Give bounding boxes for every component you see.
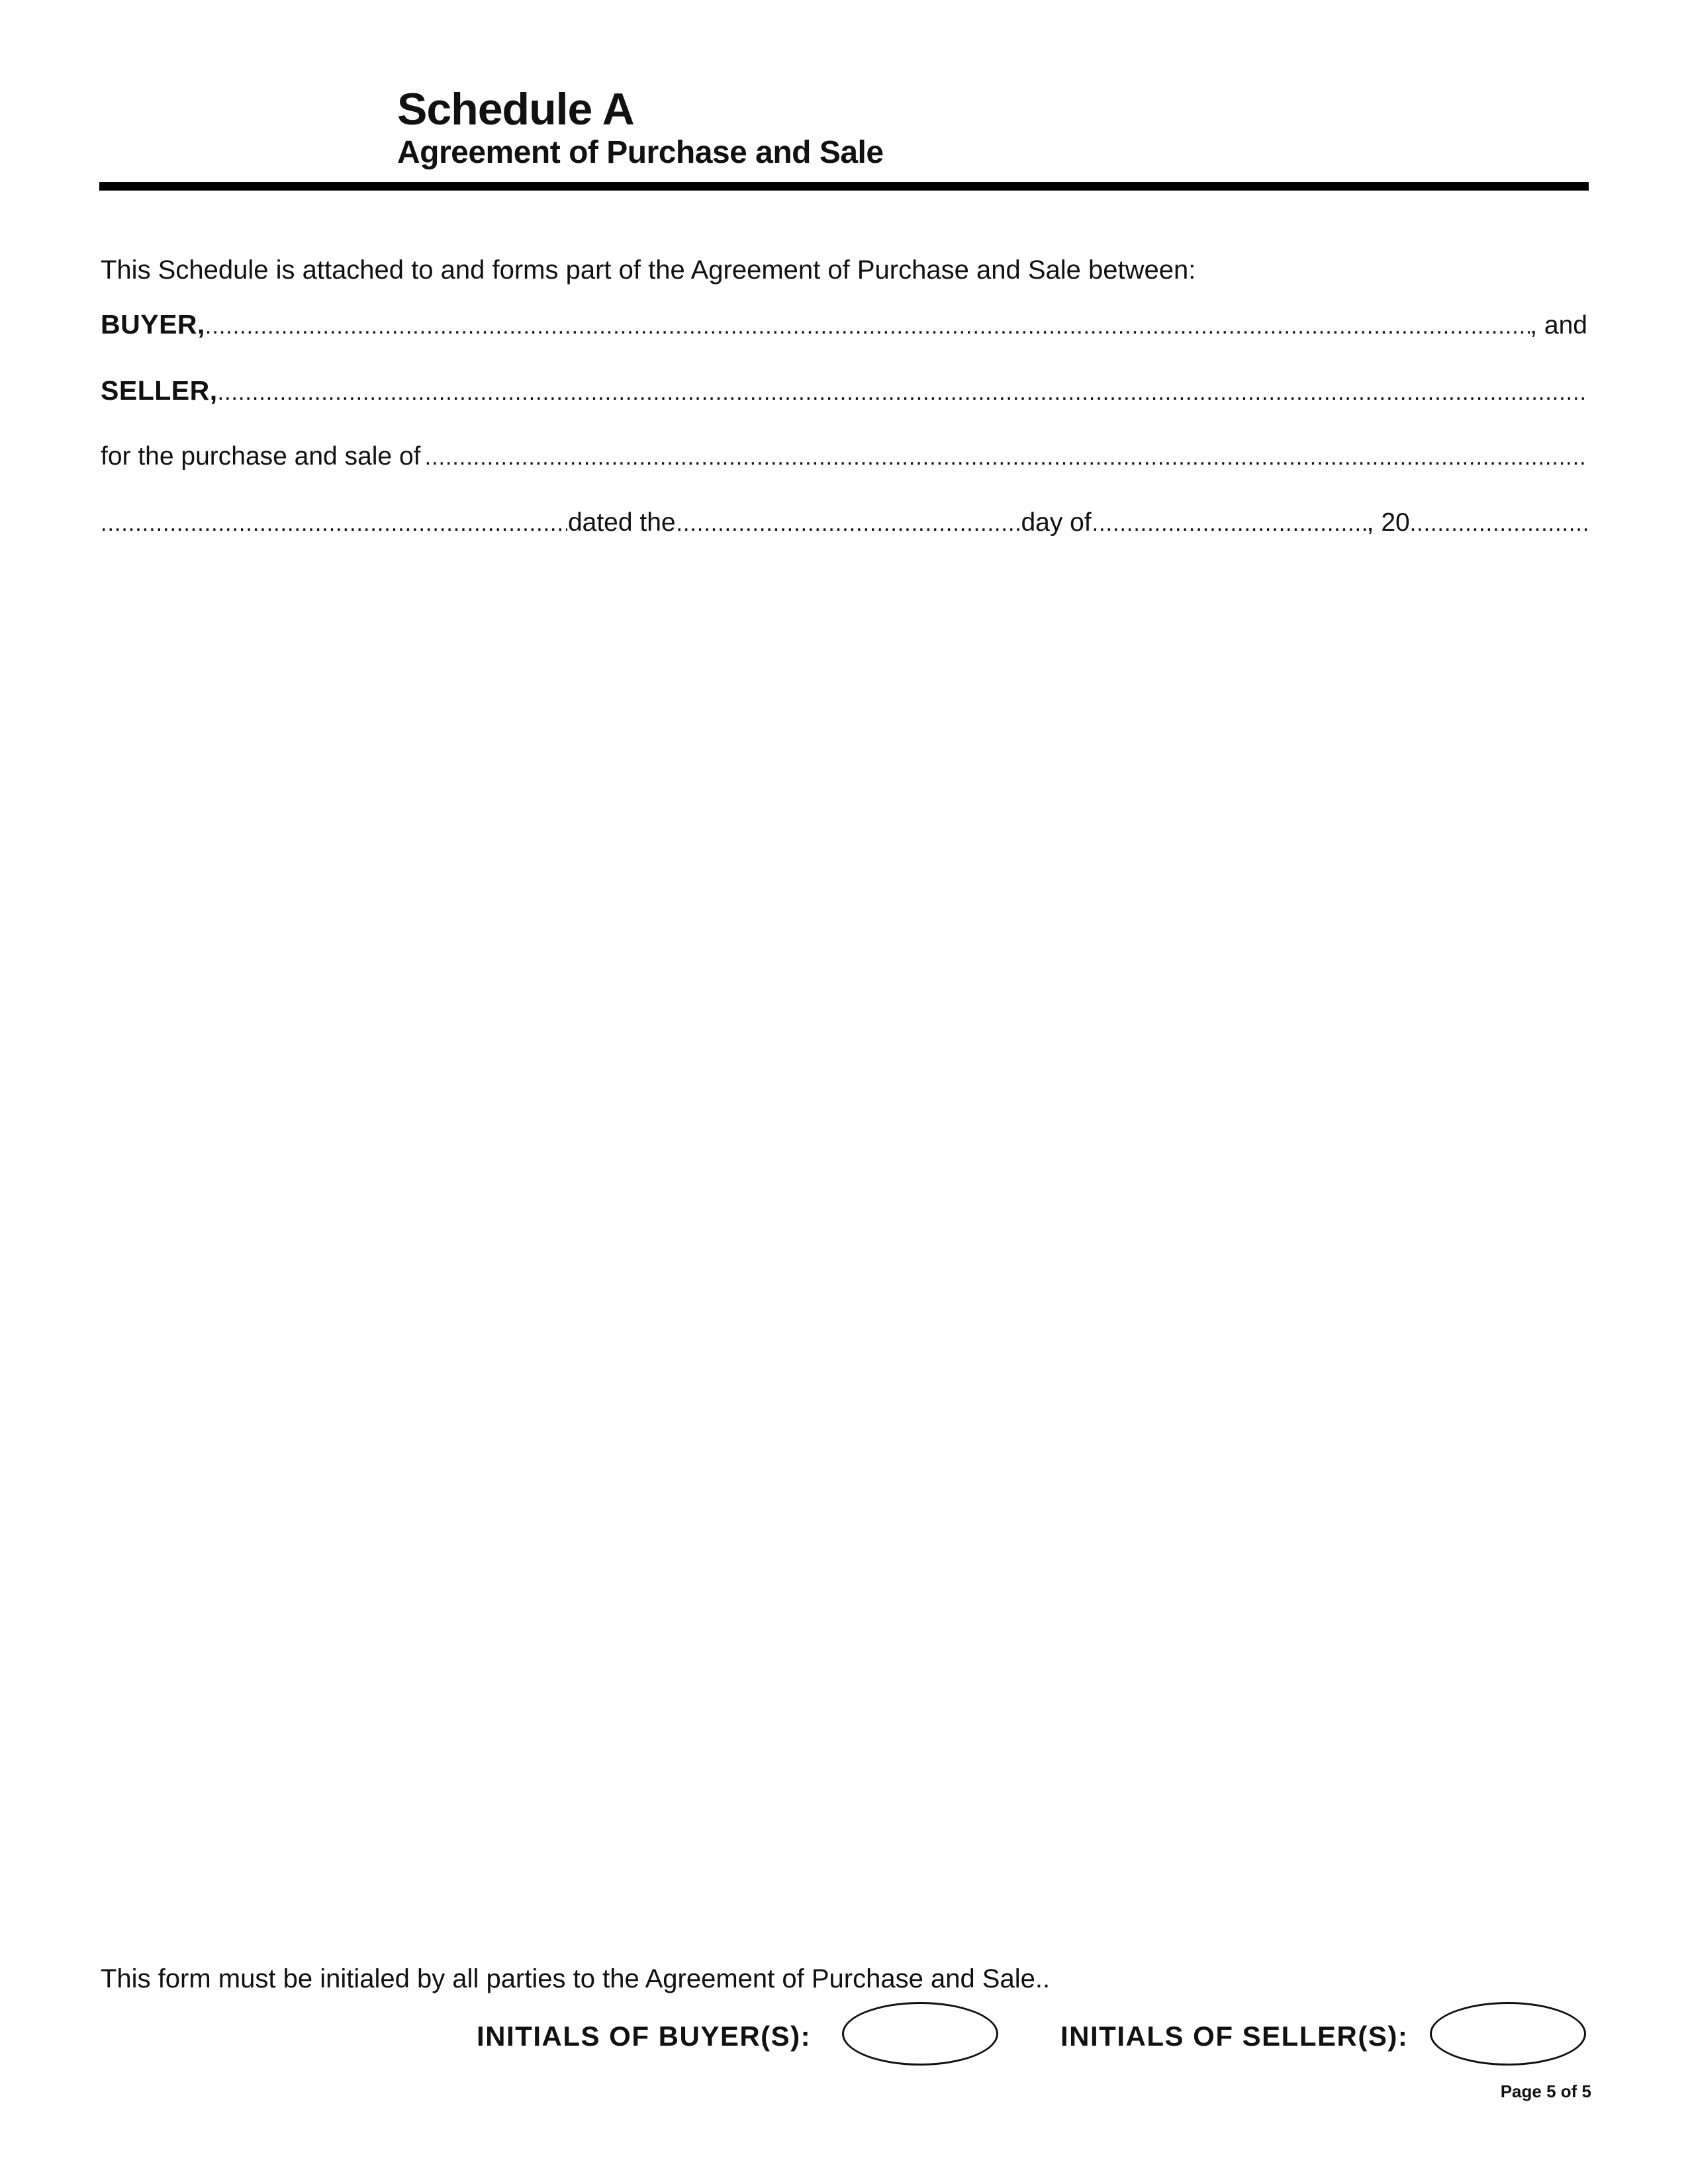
seller-label: SELLER,	[101, 375, 218, 406]
header-divider	[99, 182, 1589, 191]
property-line	[101, 438, 1587, 475]
page-number: Page 5 of 5	[1500, 2081, 1591, 2101]
dated-label: dated the	[567, 508, 676, 537]
page-subtitle: Agreement of Purchase and Sale	[397, 135, 884, 170]
page-title: Schedule A	[397, 84, 634, 134]
buyer-initials-oval[interactable]	[842, 2002, 998, 2066]
document-header	[397, 85, 884, 172]
year-field[interactable]	[1410, 505, 1587, 541]
intro-text: This Schedule is attached to and forms part of the Agreement of Purchase and Sale between:	[101, 255, 1196, 285]
month-field[interactable]	[1092, 505, 1367, 541]
initials-row	[477, 2002, 1595, 2075]
buyer-suffix: , and	[1530, 311, 1587, 340]
seller-initials-label: INITIALS OF SELLER(S):	[1060, 2021, 1409, 2052]
buyer-name-field[interactable]	[205, 308, 1530, 343]
buyer-line	[101, 306, 1587, 343]
property-field[interactable]	[425, 439, 1587, 475]
buyer-label: BUYER,	[101, 309, 205, 340]
year-prefix: , 20	[1366, 508, 1410, 537]
footer-note: This form must be initialed by all parties to the Agreement of Purchase and Sale..	[101, 1964, 1051, 1993]
seller-name-field[interactable]	[218, 374, 1587, 409]
seller-line	[101, 372, 1587, 409]
day-field[interactable]	[677, 505, 1021, 541]
date-line	[101, 504, 1587, 541]
seller-initials-oval[interactable]	[1430, 2002, 1586, 2066]
buyer-initials-label: INITIALS OF BUYER(S):	[477, 2021, 812, 2052]
property-continuation-field[interactable]	[101, 505, 567, 541]
day-of-label: day of	[1021, 508, 1092, 537]
purchase-label: for the purchase and sale of	[101, 442, 421, 471]
